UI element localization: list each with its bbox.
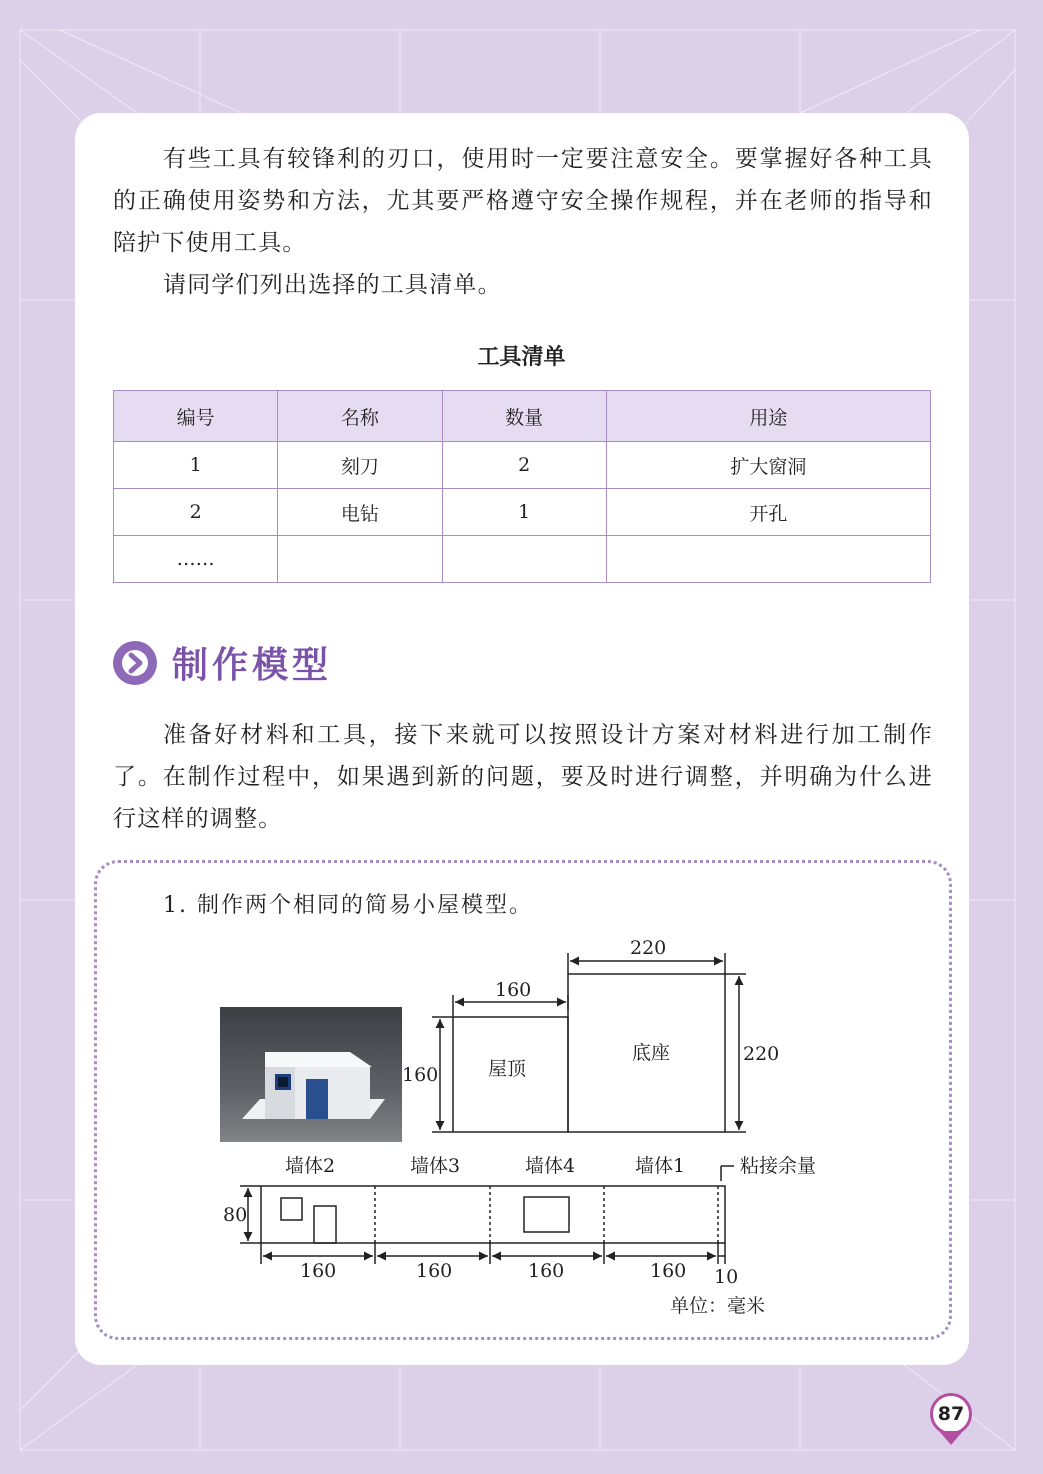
- wall-width-label: 160: [528, 1260, 565, 1282]
- section-paragraph: 准备好材料和工具，接下来就可以按照设计方案对材料进行加工制作了。在制作过程中，如果遇到新的问题，要及时进行调整，并明确为什么进行这样的调整。: [113, 722, 933, 832]
- page-pin-icon: [939, 1431, 963, 1445]
- page-number: 87: [930, 1393, 972, 1435]
- table-cell: 扩大窗洞: [606, 442, 930, 489]
- column-header-purpose: 用途: [606, 391, 930, 442]
- wall-label: 墙体1: [635, 1155, 686, 1177]
- unit-label: 单位：毫米: [670, 1295, 766, 1317]
- window-opening: [524, 1197, 569, 1232]
- column-header-quantity: 数量: [442, 391, 606, 442]
- window-opening: [281, 1198, 302, 1220]
- table-cell: 1: [442, 489, 606, 536]
- intro-paragraph-list-prompt: 请同学们列出选择的工具清单。: [163, 272, 502, 298]
- base-label: 底座: [632, 1042, 671, 1064]
- tool-table-title: 工具清单: [477, 345, 566, 370]
- table-cell: 2: [114, 489, 278, 536]
- wall-width-label: 160: [650, 1260, 687, 1282]
- wall-strip: [261, 1186, 725, 1243]
- wall-label: 墙体4: [525, 1155, 576, 1177]
- intro-paragraph-safety: 有些工具有较锋利的刃口，使用时一定要注意安全。要掌握好各种工具的正确使用姿势和方法，尤其要严格遵守安全操作规程，并在老师的指导和陪护下使用工具。: [113, 146, 933, 256]
- door-opening: [314, 1206, 336, 1243]
- section-title: 制作模型: [172, 645, 333, 686]
- table-cell: 电钻: [278, 489, 442, 536]
- glue-width-label: 10: [714, 1266, 739, 1288]
- wall-width-label: 160: [300, 1260, 337, 1282]
- task-instruction: 1. 制作两个相同的简易小屋模型。: [163, 893, 533, 918]
- base-height-label: 220: [743, 1043, 780, 1065]
- glue-allowance-label: 粘接余量: [740, 1155, 817, 1177]
- table-cell: 开孔: [606, 489, 930, 536]
- wall-height-label: 80: [223, 1204, 248, 1226]
- wall-label: 墙体3: [410, 1155, 461, 1177]
- roof-height-label: 160: [402, 1064, 439, 1086]
- column-header-name: 名称: [278, 391, 442, 442]
- table-cell: 1: [114, 442, 278, 489]
- table-cell: 刻刀: [278, 442, 442, 489]
- column-header-number: 编号: [114, 391, 278, 442]
- table-cell: ……: [114, 536, 278, 583]
- roof-label: 屋顶: [488, 1058, 527, 1080]
- table-cell: 2: [442, 442, 606, 489]
- wall-width-label: 160: [416, 1260, 453, 1282]
- base-width-label: 220: [630, 937, 667, 959]
- wall-label: 墙体2: [285, 1155, 336, 1177]
- roof-width-label: 160: [495, 979, 532, 1001]
